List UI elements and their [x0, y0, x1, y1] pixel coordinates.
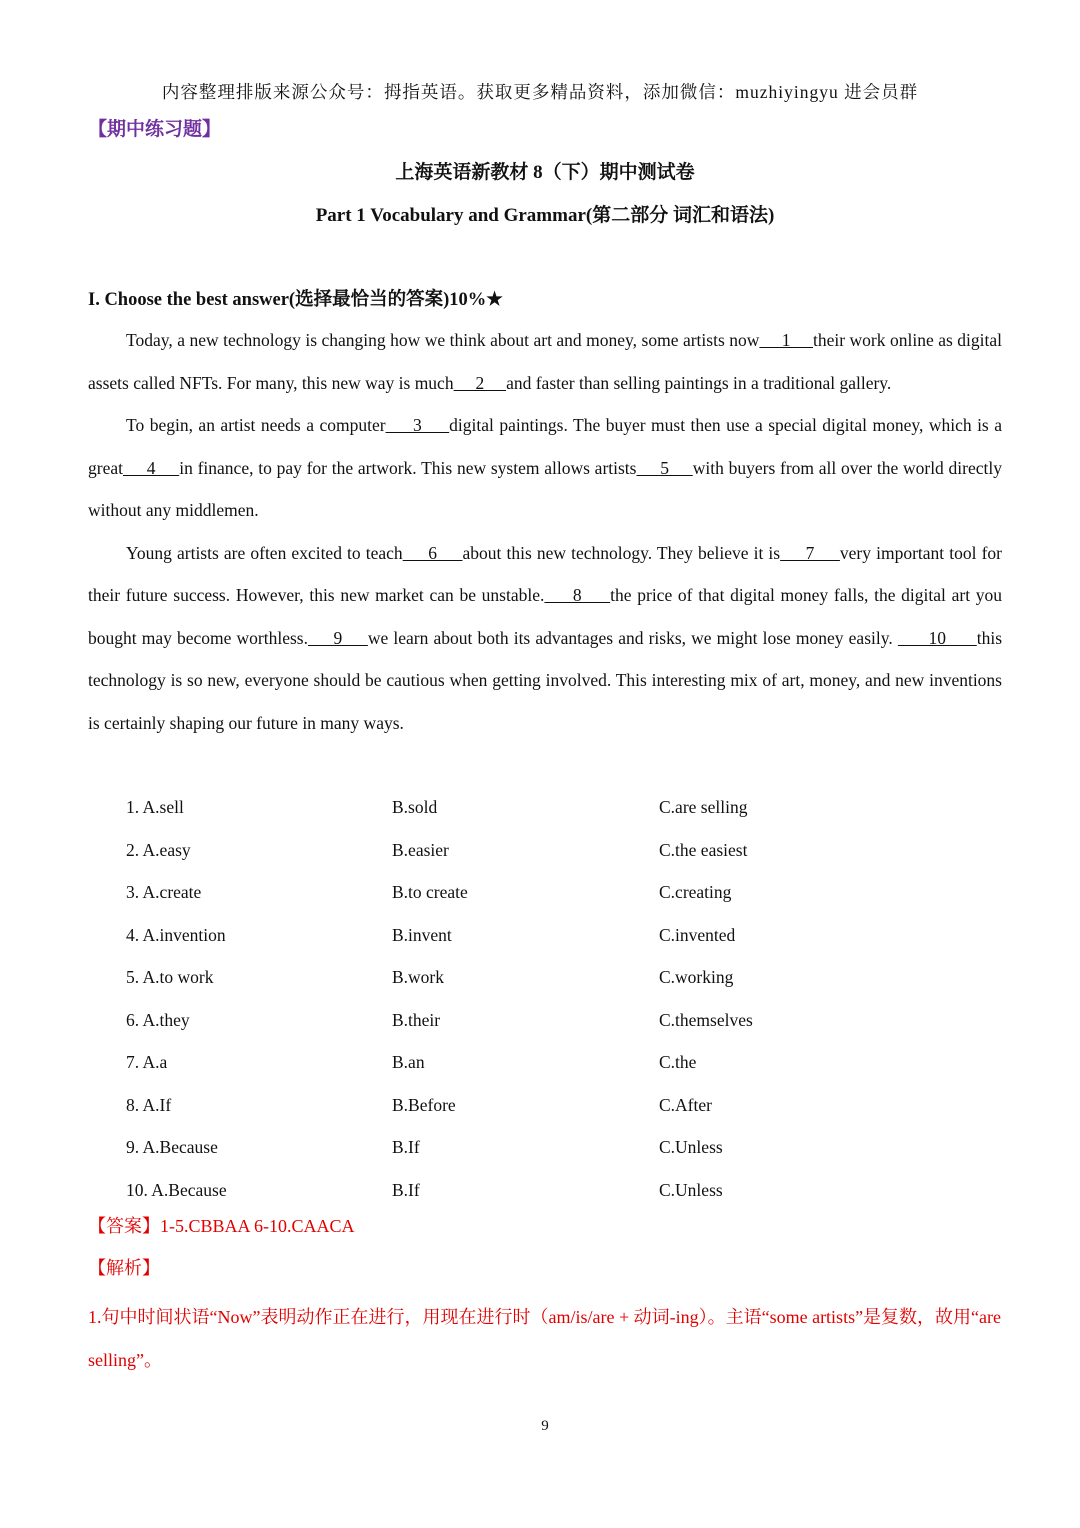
option-row-1	[126, 786, 859, 829]
option-a: 6. A.they	[126, 1009, 190, 1030]
option-c: C.working	[659, 967, 734, 987]
option-a: 2. A.easy	[126, 839, 191, 860]
option-row-4	[126, 914, 859, 957]
blank-2: 2	[453, 372, 507, 393]
option-a: 4. A.invention	[126, 924, 226, 945]
option-b: B.sold	[392, 797, 438, 817]
passage-paragraph-3	[88, 532, 1002, 745]
section-tag: 【期中练习题】	[88, 119, 222, 140]
blank-8: 8	[544, 585, 611, 605]
option-c: C.Unless	[659, 1137, 723, 1157]
option-b: B.work	[392, 967, 445, 987]
passage-text: this technology is so new, everyone should be cautious when getting involved. This interesting mix of art, money, and new inventions is certainly shaping our future in many ways.	[88, 627, 1003, 733]
option-b: B.If	[392, 1179, 420, 1200]
option-a: 7. A.a	[126, 1052, 168, 1072]
passage-text: the price of that digital money falls, the digital art you bought may become worthless.	[88, 585, 1003, 648]
answer-key: 【答案】1-5.CBBAA 6-10.CAACA	[88, 1216, 355, 1236]
option-c: C.creating	[659, 882, 732, 902]
option-row-2	[126, 829, 859, 872]
blank-1: 1	[759, 330, 813, 350]
passage-text: digital paintings. The buyer must then use a special digital money, which is a great	[88, 415, 1002, 478]
blank-4: 4	[122, 457, 180, 478]
passage-text: we learn about both its advantages and risks, we might lose money easily.	[367, 627, 898, 648]
option-row-6	[126, 999, 859, 1042]
passage-text: and faster than selling paintings in a traditional gallery.	[506, 372, 892, 393]
option-b: B.to create	[392, 882, 468, 902]
blank-5: 5	[636, 457, 693, 478]
option-row-5	[126, 956, 859, 999]
option-b: B.invent	[392, 924, 452, 945]
option-row-3	[126, 871, 859, 914]
passage-text: Today, a new technology is changing how we think about art and money, some artists now	[126, 330, 760, 350]
passage-text: in finance, to pay for the artwork. This new system allows artists	[179, 457, 637, 478]
option-b: B.their	[392, 1009, 441, 1030]
passage-text: their work online as digital assets called NFTs. For many, this new way is much	[88, 330, 1002, 393]
option-a: 9. A.Because	[126, 1137, 218, 1157]
option-b: B.Before	[392, 1094, 456, 1115]
option-b: B.an	[392, 1052, 425, 1072]
option-c: C.After	[659, 1094, 712, 1115]
option-a: 3. A.create	[126, 882, 202, 902]
cloze-passage	[88, 319, 1002, 744]
analysis-tag: 【解析】	[88, 1258, 160, 1278]
passage-text: To begin, an artist needs a computer	[126, 415, 386, 435]
option-row-8	[126, 1084, 859, 1127]
passage-paragraph-2	[88, 404, 1002, 532]
blank-9: 9	[307, 627, 368, 648]
page-number: 9	[541, 1418, 549, 1434]
option-a: 5. A.to work	[126, 967, 214, 987]
option-c: C.invented	[659, 924, 736, 945]
document-title: 上海英语新教材 8（下）期中测试卷	[395, 162, 695, 183]
passage-text: very important tool for their future success. However, this new market can be unstable.	[88, 542, 1002, 605]
passage-text: about this new technology. They believe it is	[462, 542, 781, 563]
passage-text: with buyers from all over the world directly without any middlemen.	[88, 457, 1003, 520]
blank-3: 3	[385, 415, 450, 435]
document-subtitle: Part 1 Vocabulary and Grammar(第二部分 词汇和语法)	[315, 205, 775, 226]
option-row-7	[126, 1041, 859, 1084]
option-row-10	[126, 1169, 859, 1212]
passage-paragraph-1	[88, 319, 1002, 404]
passage-text: Young artists are often excited to teach	[126, 542, 403, 563]
question-heading: I. Choose the best answer(选择最恰当的答案)10%★	[88, 290, 503, 310]
option-a: 10. A.Because	[126, 1179, 227, 1200]
option-row-9	[126, 1126, 859, 1169]
option-b: B.easier	[392, 839, 449, 860]
option-b: B.If	[392, 1137, 420, 1157]
option-a: 1. A.sell	[126, 797, 184, 817]
option-a: 8. A.If	[126, 1094, 172, 1115]
option-c: C.are selling	[659, 797, 748, 817]
answer-options	[126, 786, 859, 1211]
blank-7: 7	[780, 542, 840, 563]
blank-10: 10	[897, 627, 977, 648]
option-c: C.themselves	[659, 1009, 753, 1030]
blank-6: 6	[402, 542, 463, 563]
analysis-text: 1.句中时间状语“Now”表明动作正在进行，用现在进行时（am/is/are + 动词-ing）。主语“some artists”是复数，故用“are selling”。	[88, 1307, 1002, 1370]
option-c: C.the	[659, 1052, 697, 1072]
option-c: C.Unless	[659, 1179, 723, 1200]
option-c: C.the easiest	[659, 839, 748, 860]
source-header: 内容整理排版来源公众号：拇指英语。获取更多精品资料，添加微信：muzhiyingyu 进会员群	[161, 82, 919, 102]
